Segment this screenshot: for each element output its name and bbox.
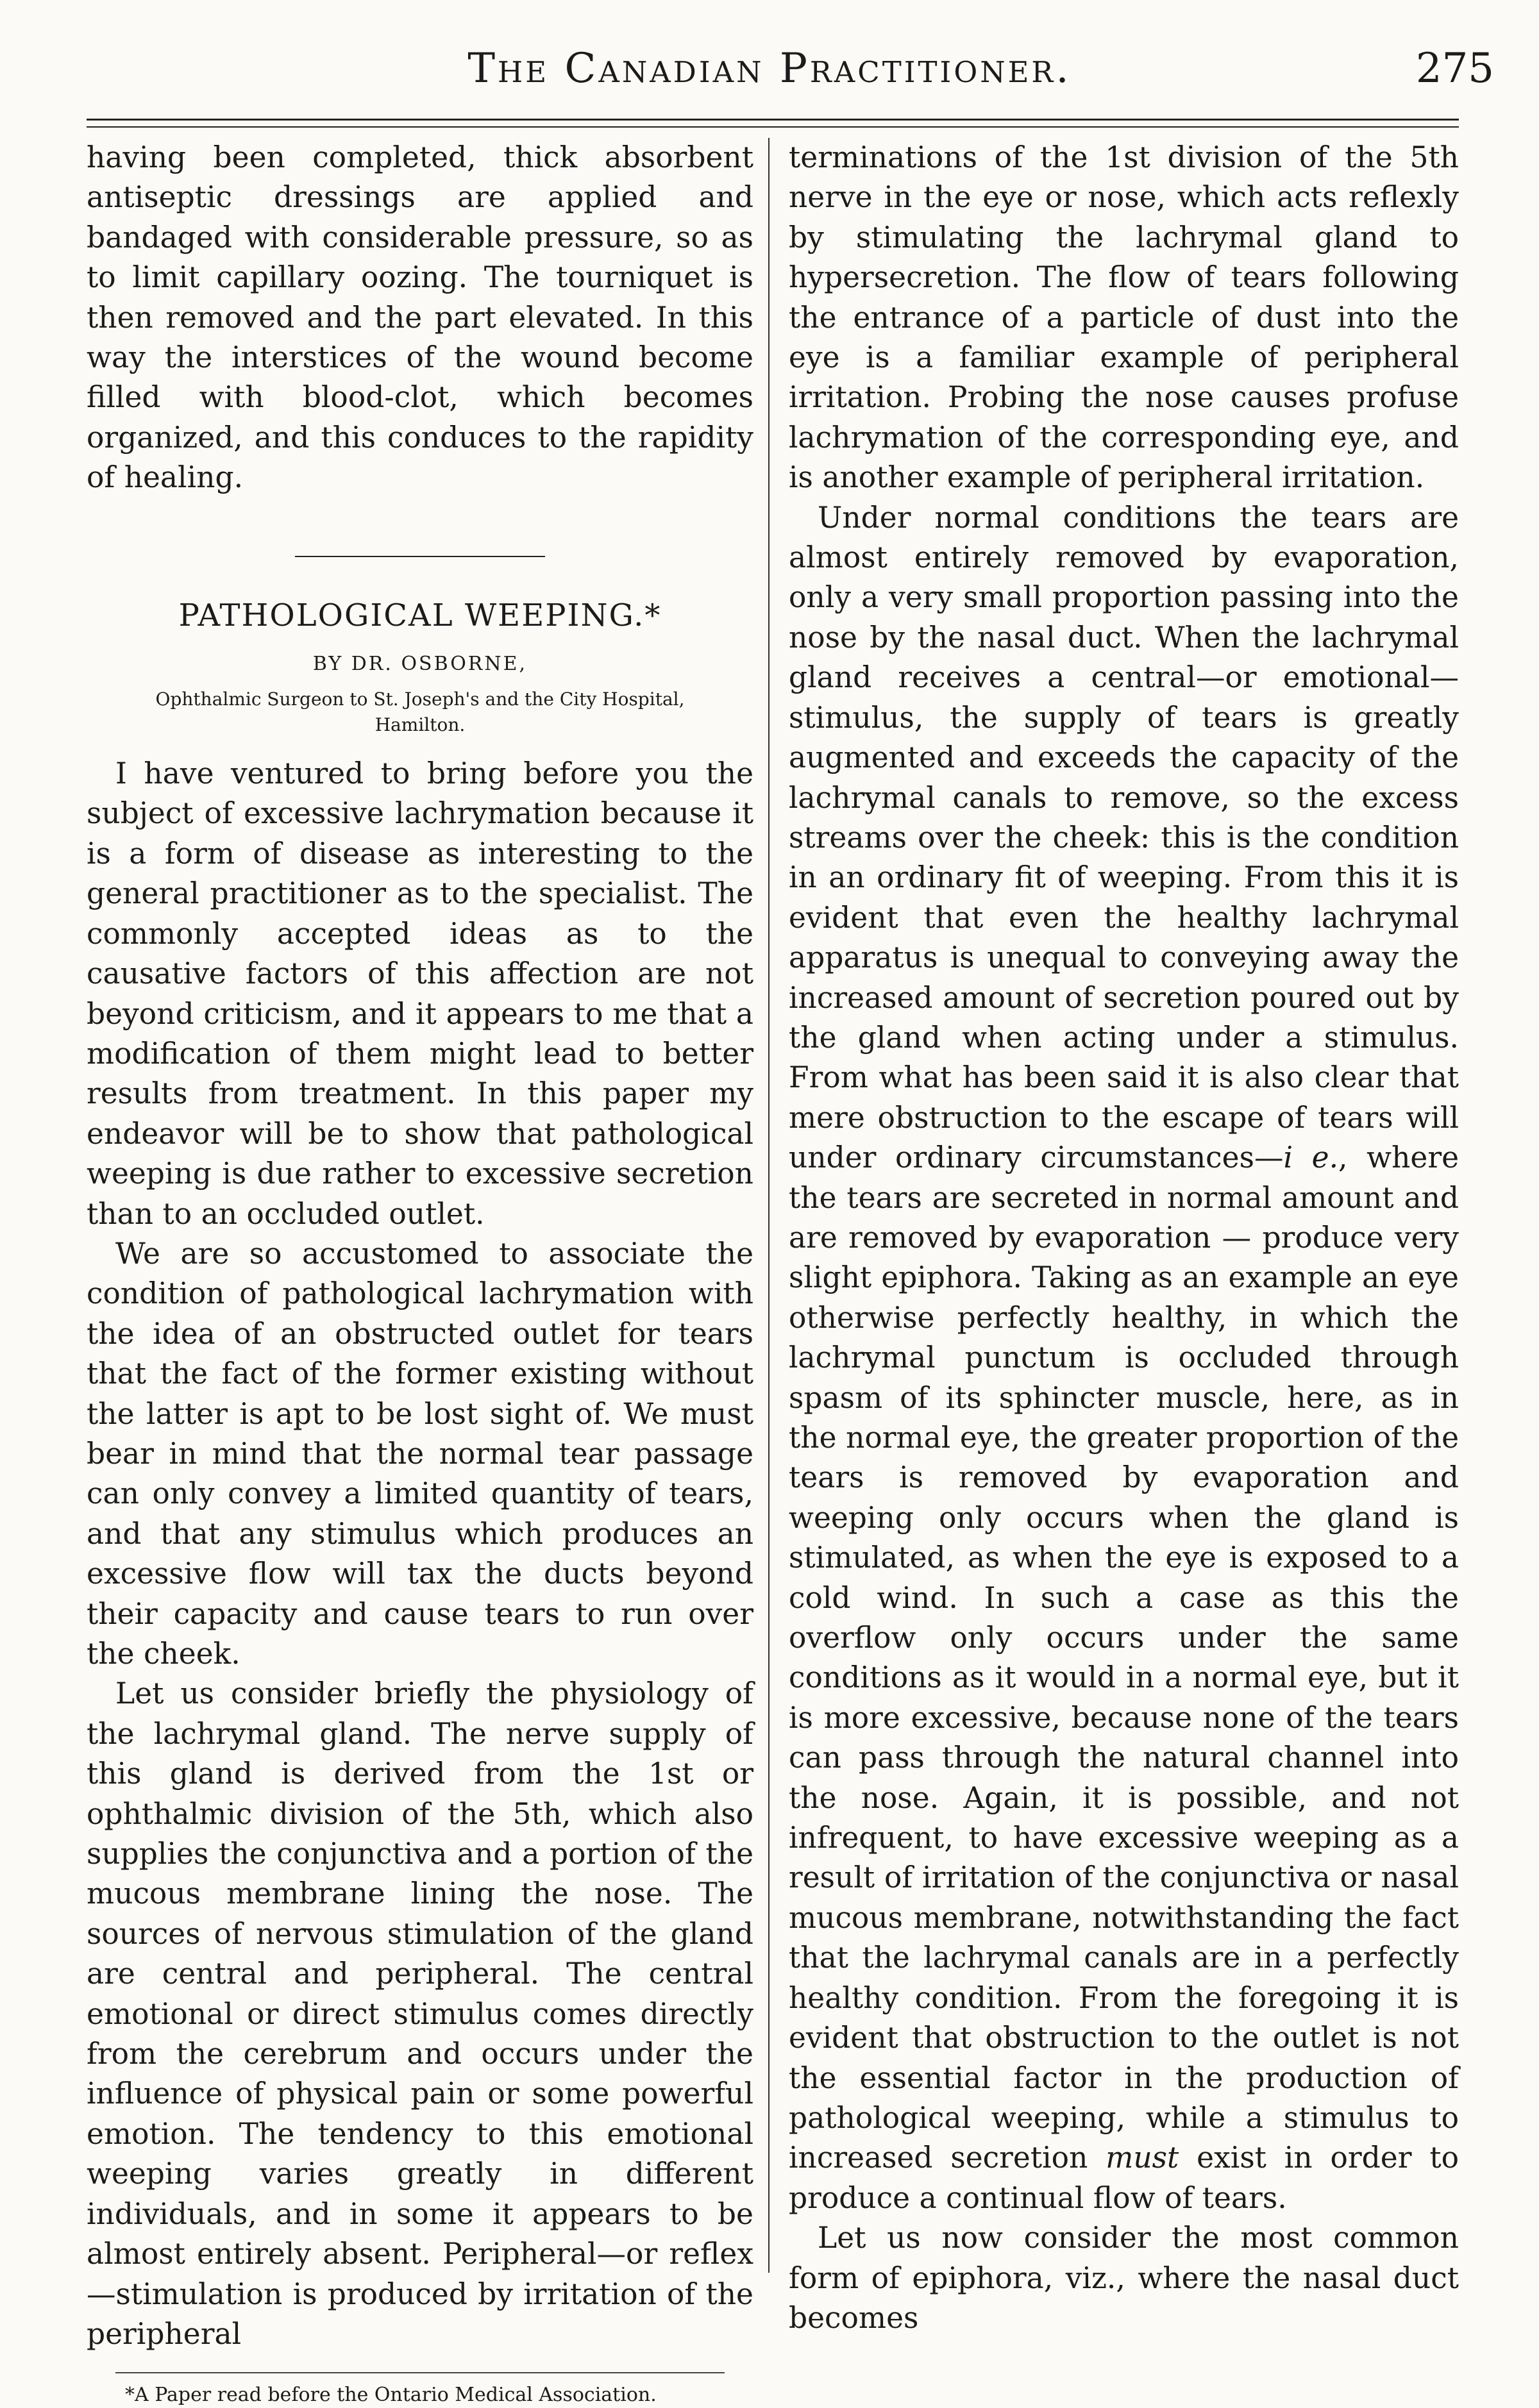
paragraph: We are so accustomed to associate the condition of pathological lachrymation with the idea of an obstructed outlet for tears that the fact of the former existing without the latter is apt to be lost sight of. We must bear in mind that the normal tear passage can only convey a limited quantity of tears, and that any stimulus which produces an excessive flow will tax the ducts beyond their capacity and cause tears to run over the cheek. [87,1236,753,1671]
header-rule-secondary [87,126,1459,128]
right-column [789,138,1459,2338]
paragraph-text: Under normal conditions the tears are almost entirely removed by evaporation, only a very small proportion passing into the nose by the nasal duct. When the lachrymal gland receives a central—or emotional—stimulus, the supply of tears is greatly augmented and exceeds the capacity of the lachrymal canals to remove, so the excess streams over the cheek: this is the condition in an ordinary fit of weeping. From this it is evident that even the healthy lachrymal apparatus is unequal to conveying away the increased amount of secretion poured out by the gland when acting under a stimulus. From what has been said it is also clear that mere obstruction to the escape of tears will under ordinary circumstances— [789,500,1459,1175]
left-column [87,138,753,2408]
header-rule [87,119,1459,121]
running-header [0,38,1539,109]
journal-title: The Canadian Practitioner. [467,45,1072,92]
footnote: *A Paper read before the Ontario Medical Association. [125,2384,657,2407]
paragraph: Let us consider briefly the physiology of the lachrymal gland. The nerve supply of this gland is derived from the 1st or ophthalmic division of the 5th, which also supplies the conjunctiva and a portion of the mucous membrane lining the nose. The sources of nervous stimulation of the gland are central and peripheral. The central emotional or direct stimulus comes directly from the cerebrum and occurs under the influence of physical pain or some powerful emotion. The tendency to this emotional weeping varies greatly in different individuals, and in some it appears to be almost entirely absent. Peripheral—or reflex—stimulation is produced by irritation of the peripheral [87,1676,753,2351]
paragraph: I have ventured to bring before you the subject of excessive lachrymation because it is a form of disease as interesting to the general practitioner as to the specialist. The commonly accepted ideas as to the causative factors of this affection are not beyond criticism, and it appears to me that a modification of them might lead to better results from treatment. In this paper my endeavor will be to show that pathological weeping is due rather to excessive secretion than to an occluded outlet. [87,757,753,1231]
paragraph-continuation: having been completed, thick absorbent antiseptic dressings are applied and bandaged with considerable pressure, so as to limit capillary oozing. The tourniquet is then removed and the part elevated. In this way the interstices of the wound become filled with blood-clot, which becomes organized, and this conduces to the rapidity of healing. [87,140,753,495]
paragraph: Let us now consider the most common form of epiphora, viz., where the nasal duct becomes [789,2221,1459,2335]
author-affiliation: Ophthalmic Surgeon to St. Joseph's and the City Hospital, Hamilton. [155,689,685,736]
paragraph-continuation: terminations of the 1st division of the 5th nerve in the eye or nose, which acts reflexly by stimulating the lachrymal gland to hypersecretion. The flow of tears following the entrance of a particle of dust into the eye is a familiar example of peripheral irritation. Probing the nose causes profuse lachrymation of the corresponding eye, and is another example of peripheral irritation. [789,140,1459,495]
paragraph-text: , where the tears are secreted in normal amount and are removed by evaporation — produce very slight epiphora. Taking as an example an eye otherwise perfectly healthy, in which the lachrymal punctum is occluded through spasm of its sphincter muscle, here, as in the normal eye, the greater proportion of the tears is removed by evaporation and weeping only occurs when the gland is stimulated, as when the eye is exposed to a cold wind. In such a case as this the overflow only occurs under the same conditions as it would in a normal eye, but it is more excessive, because none of the tears can pass through the natural channel into the nose. Again, it is possible, and not infrequent, to have excessive weeping as a result of irritation of the conjunctiva or nasal mucous membrane, notwithstanding the fact that the lachrymal canals are in a perfectly healthy condition. From the foregoing it is evident that obstruction to the outlet is not the essential factor in the production of pathological weeping, while a stimulus to increased secretion [789,1141,1459,2175]
article-title: PATHOLOGICAL WEEPING.* [178,597,662,633]
column-divider [768,138,770,2273]
italic-emphasis: must [1106,2141,1179,2175]
paragraph-text: exist in order to produce a continual flow of tears. [789,2141,1459,2215]
section-separator [295,556,545,557]
page-number: 275 [1415,45,1494,92]
paragraph [789,498,1459,2218]
footnote-rule [115,2372,725,2373]
italic-abbreviation: i e. [1283,1141,1339,1175]
author-byline: BY DR. OSBORNE, [312,653,528,676]
